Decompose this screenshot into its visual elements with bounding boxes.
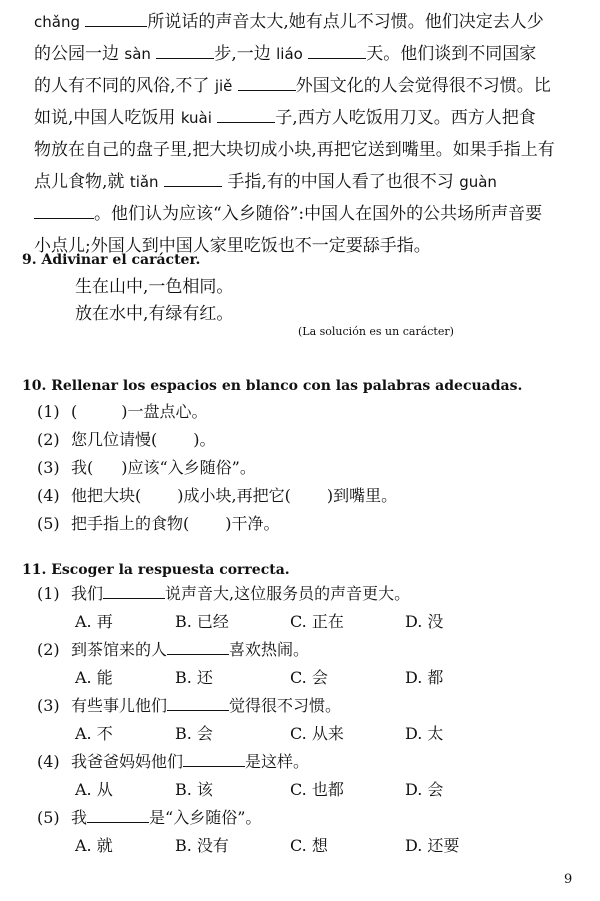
paragraph-text: 的人有不同的风俗,不了 xyxy=(34,76,210,96)
pinyin-hint: guàn xyxy=(459,173,497,191)
question-text: 我们 xyxy=(71,584,104,603)
option-b[interactable]: B. 没有 xyxy=(175,836,229,855)
answer-blank[interactable] xyxy=(238,75,296,91)
paragraph-text: 。他们认为应该“入乡随俗”:中国人在国外的公共场所声音要 xyxy=(94,204,543,224)
item-number: (5) xyxy=(37,514,60,533)
answer-blank[interactable] xyxy=(103,583,165,599)
reading-paragraph xyxy=(34,6,570,262)
question-text: 喜欢热闹。 xyxy=(229,640,310,659)
mc-question-3 xyxy=(37,692,410,720)
paragraph-text: 点儿食物,就 xyxy=(34,172,125,192)
answer-blank[interactable] xyxy=(183,751,245,767)
answer-blank[interactable] xyxy=(167,695,229,711)
item-text: )应该“入乡随俗”。 xyxy=(121,458,256,477)
option-d[interactable]: D. 没 xyxy=(405,612,444,631)
option-b[interactable]: B. 还 xyxy=(175,668,213,687)
paragraph-text: 天。他们谈到不同国家 xyxy=(366,44,537,64)
page-number: 9 xyxy=(564,872,573,887)
option-a[interactable]: A. 就 xyxy=(75,836,113,855)
mc-options-1 xyxy=(37,608,444,636)
item-number: (4) xyxy=(37,752,60,771)
pinyin-hint: kuài xyxy=(180,109,212,127)
option-d[interactable]: D. 都 xyxy=(405,668,444,687)
paragraph-line-3 xyxy=(34,70,570,102)
question-text: 我爸爸妈妈他们 xyxy=(71,752,184,771)
option-c[interactable]: C. 想 xyxy=(290,836,328,855)
fill-item-2 xyxy=(37,426,397,454)
option-c[interactable]: C. 从来 xyxy=(290,724,344,743)
riddle-note: (La solución es un carácter) xyxy=(298,325,454,338)
pinyin-hint: tiǎn xyxy=(129,173,159,191)
item-number: (2) xyxy=(37,640,60,659)
mc-options-3 xyxy=(37,720,444,748)
pinyin-hint: jiě xyxy=(214,77,233,95)
option-a[interactable]: A. 从 xyxy=(75,780,113,799)
item-text: 我( xyxy=(71,458,94,477)
question-text: 觉得很不习惯。 xyxy=(229,696,342,715)
paragraph-line-4 xyxy=(34,102,570,134)
item-text: 您几位请慢( xyxy=(71,430,158,449)
fill-item-5 xyxy=(37,510,397,538)
item-text: )到嘴里。 xyxy=(326,486,398,505)
option-a[interactable]: A. 不 xyxy=(75,724,113,743)
riddle-line-2: 放在水中,有绿有红。 xyxy=(75,304,234,324)
option-c[interactable]: C. 会 xyxy=(290,668,328,687)
item-text: 把手指上的食物( xyxy=(71,514,190,533)
option-d[interactable]: D. 太 xyxy=(405,724,444,743)
riddle-line-1: 生在山中,一色相同。 xyxy=(75,277,234,297)
item-number: (1) xyxy=(37,402,60,421)
question-text: 说声音大,这位服务员的声音更大。 xyxy=(165,584,411,603)
option-a[interactable]: A. 能 xyxy=(75,668,113,687)
answer-blank[interactable] xyxy=(167,639,229,655)
mc-question-1 xyxy=(37,580,410,608)
question-text: 我 xyxy=(71,808,88,827)
mc-options-4 xyxy=(37,776,444,804)
answer-blank[interactable] xyxy=(34,203,94,219)
item-text: )成小块,再把它( xyxy=(177,486,291,505)
mc-options-5 xyxy=(37,832,460,860)
item-text: )一盘点心。 xyxy=(121,402,208,421)
paragraph-text: 所说话的声音太大,她有点儿不习惯。他们决定去人少 xyxy=(147,12,544,32)
question-text: 是这样。 xyxy=(245,752,310,771)
exercise-10-title: 10. Rellenar los espacios en blanco con las palabras adecuadas. xyxy=(22,378,523,394)
paragraph-line-6 xyxy=(34,166,570,198)
item-text: )干净。 xyxy=(225,514,280,533)
mc-question-2 xyxy=(37,636,410,664)
paragraph-text: 手指,有的中国人看了也很不习 xyxy=(227,172,454,192)
paragraph-text: 物放在自己的盘子里,把大块切成小块,再把它送到嘴里。如果手指上有 xyxy=(34,140,555,160)
paragraph-line-5 xyxy=(34,134,570,166)
mc-options-2 xyxy=(37,664,444,692)
item-number: (2) xyxy=(37,430,60,449)
item-text: 他把大块( xyxy=(71,486,142,505)
paragraph-text: 子,西方人吃饭用刀叉。西方人把食 xyxy=(275,108,536,128)
option-b[interactable]: B. 会 xyxy=(175,724,213,743)
mc-question-4 xyxy=(37,748,410,776)
paragraph-line-1 xyxy=(34,6,570,38)
answer-blank[interactable] xyxy=(85,11,147,27)
paragraph-text: 如说,中国人吃饭用 xyxy=(34,108,176,128)
answer-blank[interactable] xyxy=(87,807,149,823)
paragraph-line-7 xyxy=(34,198,570,230)
fill-item-1 xyxy=(37,398,397,426)
item-number: (1) xyxy=(37,584,60,603)
item-number: (3) xyxy=(37,458,60,477)
question-text: 是“入乡随俗”。 xyxy=(149,808,262,827)
exercise-10-items xyxy=(37,398,397,538)
option-a[interactable]: A. 再 xyxy=(75,612,113,631)
item-number: (4) xyxy=(37,486,60,505)
item-text: ( xyxy=(71,402,78,421)
item-text: )。 xyxy=(193,430,216,449)
fill-item-3 xyxy=(37,454,397,482)
paragraph-text: 的公园一边 xyxy=(34,44,119,64)
item-number: (5) xyxy=(37,808,60,827)
pinyin-hint: liáo xyxy=(276,45,303,63)
option-d[interactable]: D. 会 xyxy=(405,780,444,799)
pinyin-hint: chǎng xyxy=(34,13,80,31)
option-c[interactable]: C. 也都 xyxy=(290,780,344,799)
exercise-11-items xyxy=(37,580,460,860)
paragraph-text: 外国文化的人会觉得很不习惯。比 xyxy=(295,76,551,96)
exercise-9-title: 9. Adivinar el carácter. xyxy=(22,252,201,268)
option-b[interactable]: B. 该 xyxy=(175,780,213,799)
fill-item-4 xyxy=(37,482,397,510)
exercise-11-title: 11. Escoger la respuesta correcta. xyxy=(22,562,290,578)
option-b[interactable]: B. 已经 xyxy=(175,612,229,631)
answer-blank[interactable] xyxy=(217,107,275,123)
mc-question-5 xyxy=(37,804,410,832)
option-c[interactable]: C. 正在 xyxy=(290,612,344,631)
question-text: 到茶馆来的人 xyxy=(71,640,168,659)
question-text: 有些事儿他们 xyxy=(71,696,168,715)
answer-blank[interactable] xyxy=(164,171,222,187)
answer-blank[interactable] xyxy=(156,43,214,59)
paragraph-text: 小点儿;外国人到中国人家里吃饭也不一定要舔手指。 xyxy=(34,236,431,256)
paragraph-text: 步,一边 xyxy=(214,44,271,64)
item-number: (3) xyxy=(37,696,60,715)
pinyin-hint: sàn xyxy=(124,45,151,63)
answer-blank[interactable] xyxy=(308,43,366,59)
paragraph-line-2 xyxy=(34,38,570,70)
option-d[interactable]: D. 还要 xyxy=(405,836,460,855)
